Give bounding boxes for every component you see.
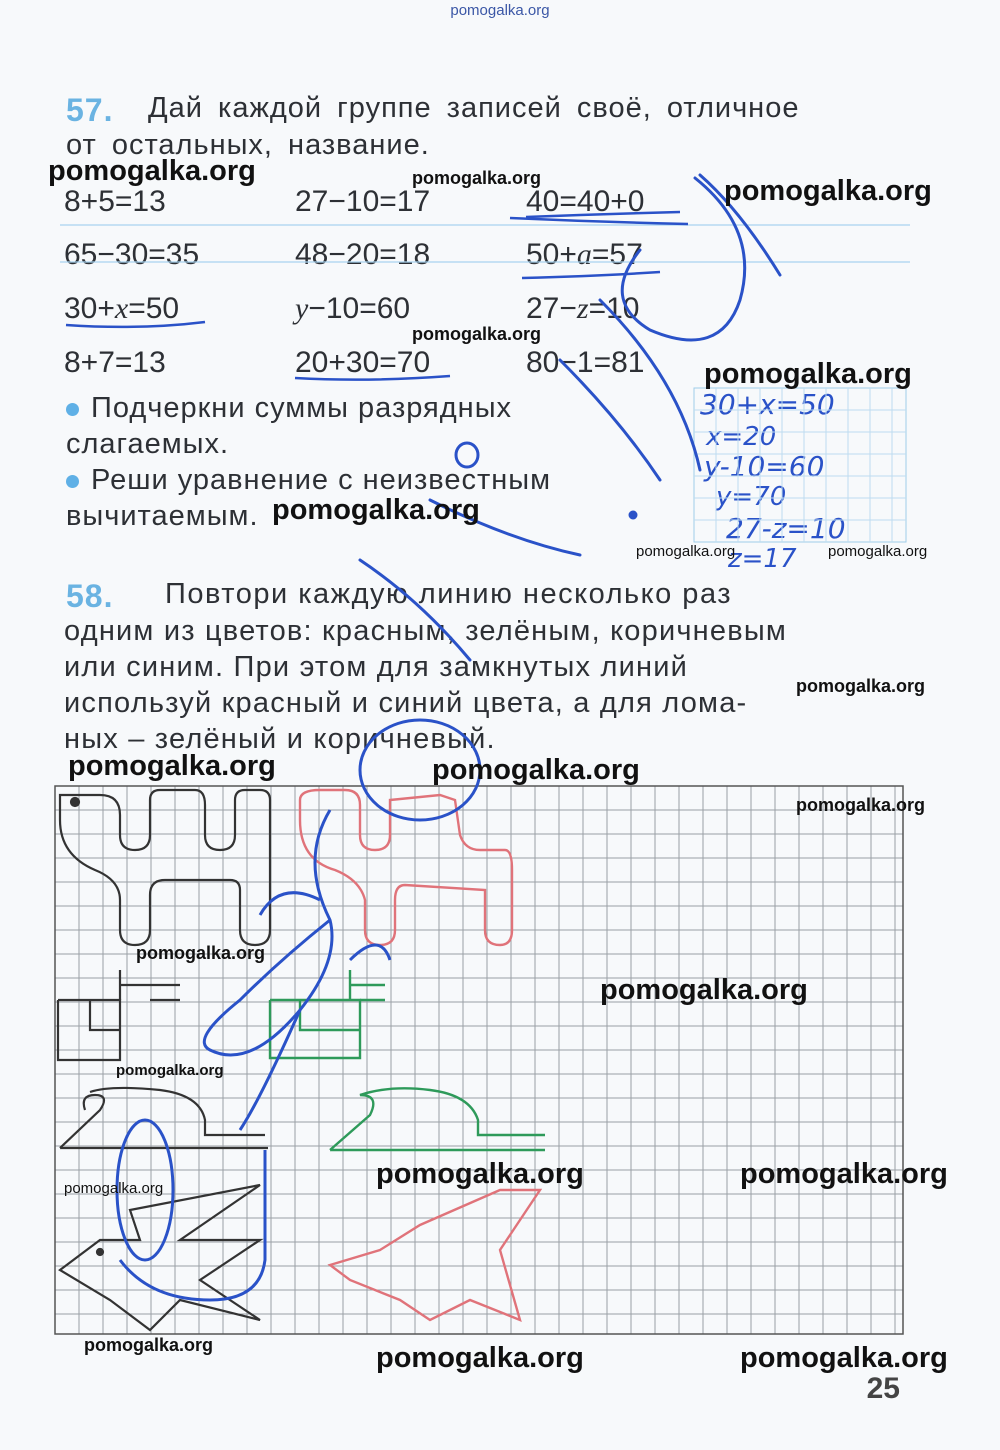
handwritten-line4: y=70 <box>716 482 787 512</box>
grid-frame <box>55 786 903 1334</box>
watermark: pomogalka.org <box>740 1158 948 1190</box>
watermark: pomogalka.org <box>828 543 928 560</box>
watermark: pomogalka.org <box>600 974 808 1006</box>
handwritten-line1: 30+x=50 <box>700 388 835 421</box>
equation-c1-r2: 65−30=35 <box>64 238 200 271</box>
equation-c2-r1: 27−10=17 <box>295 185 431 218</box>
exercise-57-line2: от остальных, название. <box>66 129 430 161</box>
task-underline-line1: Подчеркни суммы разрядных <box>66 392 512 425</box>
exercise-58-line1: Повтори каждую линию несколько раз <box>165 578 733 610</box>
exercise-58-line3: или синим. При этом для замкнутых линий <box>64 651 688 683</box>
watermark: pomogalka.org <box>432 754 640 786</box>
watermark: pomogalka.org <box>84 1335 214 1355</box>
watermark: pomogalka.org <box>116 1062 224 1079</box>
watermark: pomogalka.org <box>48 155 256 187</box>
task-solve-line2: вычитаемым. <box>66 500 259 532</box>
sample-figures <box>58 790 270 1330</box>
watermark: pomogalka.org <box>740 1342 948 1374</box>
exercise-57-line1: Дай каждой группе записей своё, отличное <box>148 92 800 124</box>
watermark: pomogalka.org <box>64 1180 164 1197</box>
equation-c1-r4: 8+7=13 <box>64 346 166 379</box>
handwritten-line6: z=17 <box>728 544 797 574</box>
handwritten-line2: x=20 <box>706 422 777 452</box>
equation-c2-r2: 48−20=18 <box>295 238 431 271</box>
handwritten-line3: y-10=60 <box>704 450 825 483</box>
page-number: 25 <box>866 1372 900 1405</box>
watermark: pomogalka.org <box>272 494 480 526</box>
equation-c1-r1: 8+5=13 <box>64 185 166 218</box>
watermark: pomogalka.org <box>376 1158 584 1190</box>
watermark: pomogalka.org <box>796 676 926 696</box>
watermark: pomogalka.org <box>796 795 926 815</box>
watermark: pomogalka.org <box>68 750 276 782</box>
exercise-58-line2: одним из цветов: красным, зелёным, коричневым <box>64 615 787 647</box>
watermark: pomogalka.org <box>724 175 932 207</box>
watermark: pomogalka.org <box>376 1342 584 1374</box>
red-traces <box>300 790 540 1320</box>
pen-scribbles <box>360 175 780 660</box>
top-watermark: pomogalka.org <box>450 2 550 19</box>
handwritten-line5: 27-z=10 <box>726 512 846 545</box>
equation-c3-r4: 80−1=81 <box>526 346 645 379</box>
equation-c2-r4: 20+30=70 <box>295 346 431 379</box>
watermark: pomogalka.org <box>412 168 542 188</box>
watermark: pomogalka.org <box>136 943 266 963</box>
ruled-lines <box>60 225 910 262</box>
exercise-57-number: 57. <box>66 92 114 128</box>
exercise-58-line5: ных – зелёный и коричневый. <box>64 723 496 755</box>
task-solve-line1: Реши уравнение с неизвестным <box>66 464 551 497</box>
graph-paper-grid <box>55 786 903 1334</box>
equation-c3-r2: 50+a=57 <box>526 238 643 271</box>
answer-grid-frame <box>694 388 906 542</box>
watermark: pomogalka.org <box>704 358 912 390</box>
task-underline-line2: слагаемых. <box>66 428 230 460</box>
exercise-58-line4: используй красный и синий цвета, а для лома- <box>64 687 748 719</box>
watermark: pomogalka.org <box>636 543 736 560</box>
exercise-58-number: 58. <box>66 578 114 614</box>
equation-c1-r3: 30+x=50 <box>64 292 180 325</box>
pupil-underlines <box>66 212 688 380</box>
answer-grid <box>694 388 906 542</box>
blue-traces <box>117 720 480 1300</box>
equation-c3-r1: 40=40+0 <box>526 185 645 218</box>
equation-c3-r3: 27−z=10 <box>526 292 640 325</box>
watermark: pomogalka.org <box>412 324 542 344</box>
equation-c2-r3: y−10=60 <box>295 292 411 325</box>
